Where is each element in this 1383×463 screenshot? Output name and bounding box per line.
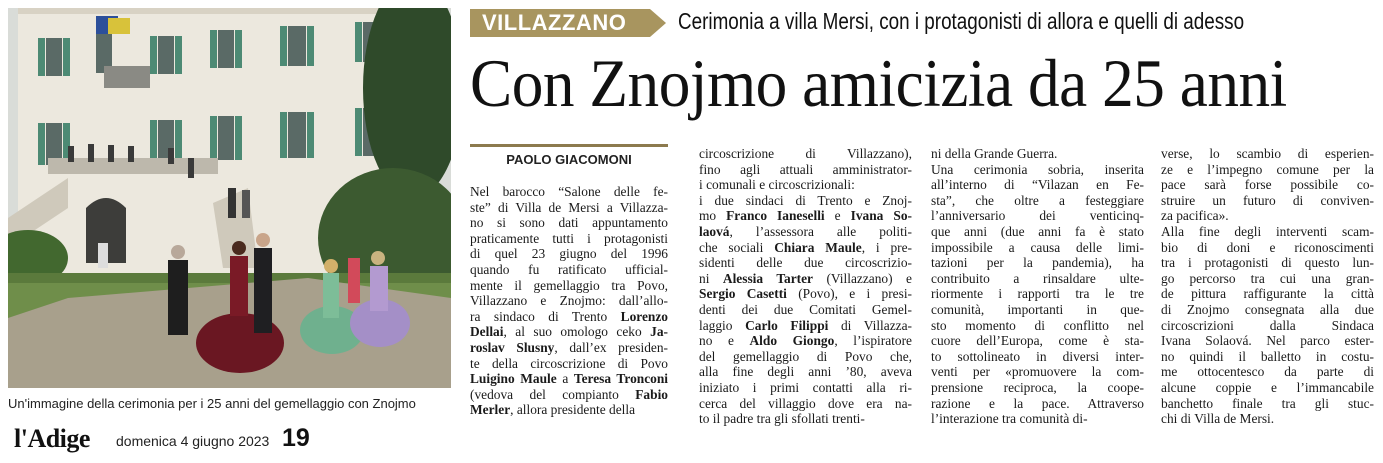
article-text-line: me ottocentesco da parte di: [1161, 364, 1374, 380]
article-text-line: que anni (due anni fa è stato: [931, 223, 1144, 239]
article-text-line: i due sindaci di Trento e Znoj-: [699, 192, 912, 208]
article-text-line: Ivana Solaová. Nel parco ester-: [1161, 333, 1374, 349]
article-text-line: laová, l’assessora alle politi-: [699, 223, 912, 239]
article-text-line: Merler, allora presidente della: [470, 402, 636, 418]
article-text-line: pace sarà forse possibile co-: [1161, 177, 1374, 193]
article-text-line: ze e l’impegno comune per la: [1161, 161, 1374, 177]
article-text-line: comunità, importanti in que-: [931, 301, 1144, 317]
article-text-line: (vedova del compianto Fabio: [470, 386, 668, 402]
article-text-line: l’anniversario dei venticinq-: [931, 208, 1144, 224]
article-column-1: [470, 184, 668, 418]
article-text-line: alcune coppie e l’immancabile: [1161, 379, 1374, 395]
article-text-line: sidenti delle due circoscrizio-: [699, 255, 912, 271]
byline-rule: [470, 144, 668, 147]
article-text-line: cuore dell’Europa, come è sta-: [931, 333, 1144, 349]
article-column-3: [931, 146, 1144, 427]
article-text-line: ni Alessia Tarter (Villazzano) e: [699, 270, 912, 286]
article-text-line: i comunali e circoscrizionali:: [699, 177, 855, 193]
article-text-line: sto momento di conflitto nel: [931, 317, 1144, 333]
article-text-line: iniziato i primi contatti alla ri-: [699, 379, 912, 395]
publication-date: domenica 4 giugno 2023: [116, 433, 270, 449]
article-text-line: no quindi il balletto in costu-: [1161, 348, 1374, 364]
article-text-line: Una cerimonia sobria, inserita: [931, 161, 1144, 177]
photo-caption: Un'immagine della cerimonia per i 25 anni del gemellaggio con Znojmo: [8, 396, 416, 411]
article-text-line: che sociali Chiara Maule, i pre-: [699, 239, 912, 255]
article-photo: [8, 8, 451, 388]
article-text-line: impossibile a causa delle limi-: [931, 239, 1144, 255]
article-text-line: struire un futuro di conviven-: [1161, 192, 1374, 208]
article-text-line: mente il gemellaggio tra Povo,: [470, 277, 668, 293]
article-text-line: Nel barocco “Salone delle fe-: [470, 184, 668, 199]
article-text-line: circoscrizioni dalla Sindaca: [1161, 317, 1374, 333]
article-text-line: no e Aldo Giongo, l’ispiratore: [699, 333, 912, 349]
article-text-line: ni della Grande Guerra.: [931, 146, 1058, 161]
section-tag-label: VILLAZZANO: [482, 10, 627, 35]
article-text-line: alla fine degli anni ’80, aveva: [699, 364, 912, 380]
article-text-line: ste” di Villa de Mersi a Villazza-: [470, 199, 668, 215]
article-text-line: Dellai, al suo omologo ceko Ja-: [470, 324, 668, 340]
article-text-line: de pittura raffigurante la città: [1161, 286, 1374, 302]
article-text-line: go percorso tra cui una gran-: [1161, 270, 1374, 286]
article-text-line: razione e la pace. Attraverso: [931, 395, 1144, 411]
article-text-line: di Znojmo consegnata alla due: [1161, 301, 1374, 317]
article-text-line: roslav Slusny, dall’ex presiden-: [470, 339, 668, 355]
article-text-line: no si sono dati appuntamento: [470, 215, 668, 231]
article-headline: Con Znojmo amicizia da 25 anni: [470, 45, 1287, 121]
article-text-line: Luigino Maule a Teresa Tronconi: [470, 371, 668, 387]
article-text-line: mo Franco Ianeselli e Ivana So-: [699, 208, 912, 224]
villa-ceremony-photo: [8, 8, 451, 388]
article-text-line: quando fu ratificato ufficial-: [470, 261, 668, 277]
article-text-line: praticamente tutti i protagonisti: [470, 230, 668, 246]
article-text-line: to il padre tra gli sfollati trenti-: [699, 411, 865, 427]
article-text-line: banchetto finale tra gli stuc-: [1161, 395, 1374, 411]
article-text-line: di quel 23 giugno del 1996: [470, 246, 668, 262]
article-text-line: bio di doni e riconoscimenti: [1161, 239, 1374, 255]
article-text-line: te della circoscrizione di Povo: [470, 355, 668, 371]
article-text-line: contribuito a rinsaldare ulte-: [931, 270, 1144, 286]
article-text-line: ra sindaco di Trento Lorenzo: [470, 308, 668, 324]
article-text-line: to sottolineato in diversi inter-: [931, 348, 1144, 364]
article-column-2: [699, 146, 912, 427]
article-text-line: tra i protagonisti di questo lun-: [1161, 255, 1374, 271]
article-text-line: sta”, che oltre a festeggiare: [931, 192, 1144, 208]
article-text-line: laggio Carlo Filippi di Villazza-: [699, 317, 912, 333]
article-text-line: cerca del villaggio dove era na-: [699, 395, 912, 411]
article-text-line: circoscrizione di Villazzano),: [699, 146, 912, 161]
article-text-line: za pacifica».: [1161, 208, 1229, 224]
article-text-line: chi di Villa de Mersi.: [1161, 411, 1275, 427]
article-text-line: denti dei due Comitati Gemel-: [699, 301, 912, 317]
article-column-4: [1161, 146, 1374, 427]
article-text-line: Sergio Casetti (Povo), e i presi-: [699, 286, 912, 302]
kicker-subtitle: Cerimonia a villa Mersi, con i protagonisti di allora e quelli di adesso: [678, 8, 1245, 34]
article-text-line: l’interazione tra comunità di-: [931, 411, 1088, 427]
article-text-line: prensione reciproca, la coope-: [931, 379, 1144, 395]
article-text-line: riormente i rapporti tra le tre: [931, 286, 1144, 302]
article-text-line: verse, lo scambio di esperien-: [1161, 146, 1374, 161]
article-text-line: tazioni per la pandemia), ha: [931, 255, 1144, 271]
article-text-line: Villazzano e Znojmo: dall’allo-: [470, 293, 668, 309]
article-text-line: venti per «promuovere la com-: [931, 364, 1144, 380]
article-text-line: del gemellaggio di Povo che,: [699, 348, 912, 364]
article-text-line: Alla fine degli interventi scam-: [1161, 223, 1374, 239]
article-text-line: fino agli attuali amministrator-: [699, 161, 912, 177]
article-byline: PAOLO GIACOMONI: [506, 152, 632, 167]
masthead-logo: l'Adige: [14, 424, 90, 453]
page-number: 19: [282, 424, 310, 452]
article-text-line: all’interno di “Vilazan en Fe-: [931, 177, 1144, 193]
section-tag: [470, 9, 666, 37]
